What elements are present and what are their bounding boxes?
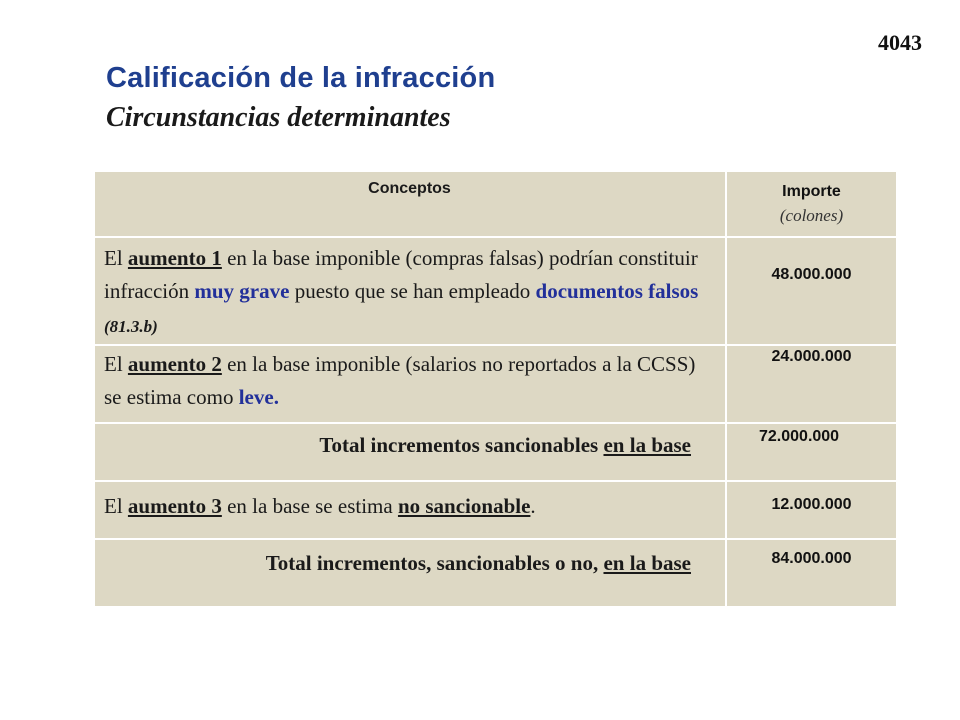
page-title: Calificación de la infracción (106, 62, 496, 94)
row2-leve: leve. (238, 385, 279, 409)
row2-text-1: El (104, 352, 128, 376)
row1-text-1: El (104, 246, 128, 270)
table-row (95, 482, 896, 540)
row3-text-1: Total incrementos sancionables (319, 433, 604, 457)
row3-en-la-base: en la base (603, 433, 691, 457)
row4-text-3: . (530, 494, 536, 518)
row3-amount: 72.000.000 (759, 428, 840, 445)
row5-en-la-base: en la base (603, 551, 691, 575)
row1-aumento-1: aumento 1 (127, 246, 222, 270)
table-row-total (95, 424, 896, 482)
table-header-row (95, 172, 896, 238)
row4-amount: 12.000.000 (771, 496, 852, 513)
row2-amount: 24.000.000 (771, 348, 852, 365)
header-amount-unit: (colones) (779, 206, 844, 225)
row3-concept (95, 424, 727, 480)
row4-aumento-3: aumento 3 (127, 494, 222, 518)
table-row (95, 346, 896, 424)
row1-documentos-falsos: documentos falsos (535, 279, 699, 303)
header-amount (727, 172, 896, 236)
row1-reference: (81.3.b) (104, 317, 158, 336)
row5-text-1: Total incrementos, sancionables o no, (265, 551, 604, 575)
row1-concept (95, 238, 727, 344)
row4-no-sancionable: no sancionable (397, 494, 531, 518)
header-amount-label: Importe (782, 183, 841, 200)
row4-text-2: en la base se estima (221, 494, 398, 518)
row1-text-2: en la base imponible (compras falsas) podrían constituir infracción (104, 246, 698, 303)
page-subtitle: Circunstancias determinantes (106, 102, 451, 133)
row5-amount: 84.000.000 (771, 550, 852, 567)
row1-text-3: puesto que se han empleado (289, 279, 536, 303)
header-concepts: Conceptos (95, 172, 727, 236)
table-row (95, 238, 896, 346)
row4-text-1: El (104, 494, 128, 518)
row2-concept (95, 346, 727, 422)
row4-concept (95, 482, 727, 538)
row1-amount: 48.000.000 (771, 266, 852, 283)
table-row-total (95, 540, 896, 606)
infraction-table (95, 172, 896, 606)
row2-aumento-2: aumento 2 (127, 352, 222, 376)
row5-concept (95, 540, 727, 606)
row1-muy-grave: muy grave (194, 279, 290, 303)
row2-text-2: en la base imponible (salarios no reportados a la CCSS) se estima como (104, 352, 696, 409)
slide-number: 4043 (878, 30, 922, 55)
